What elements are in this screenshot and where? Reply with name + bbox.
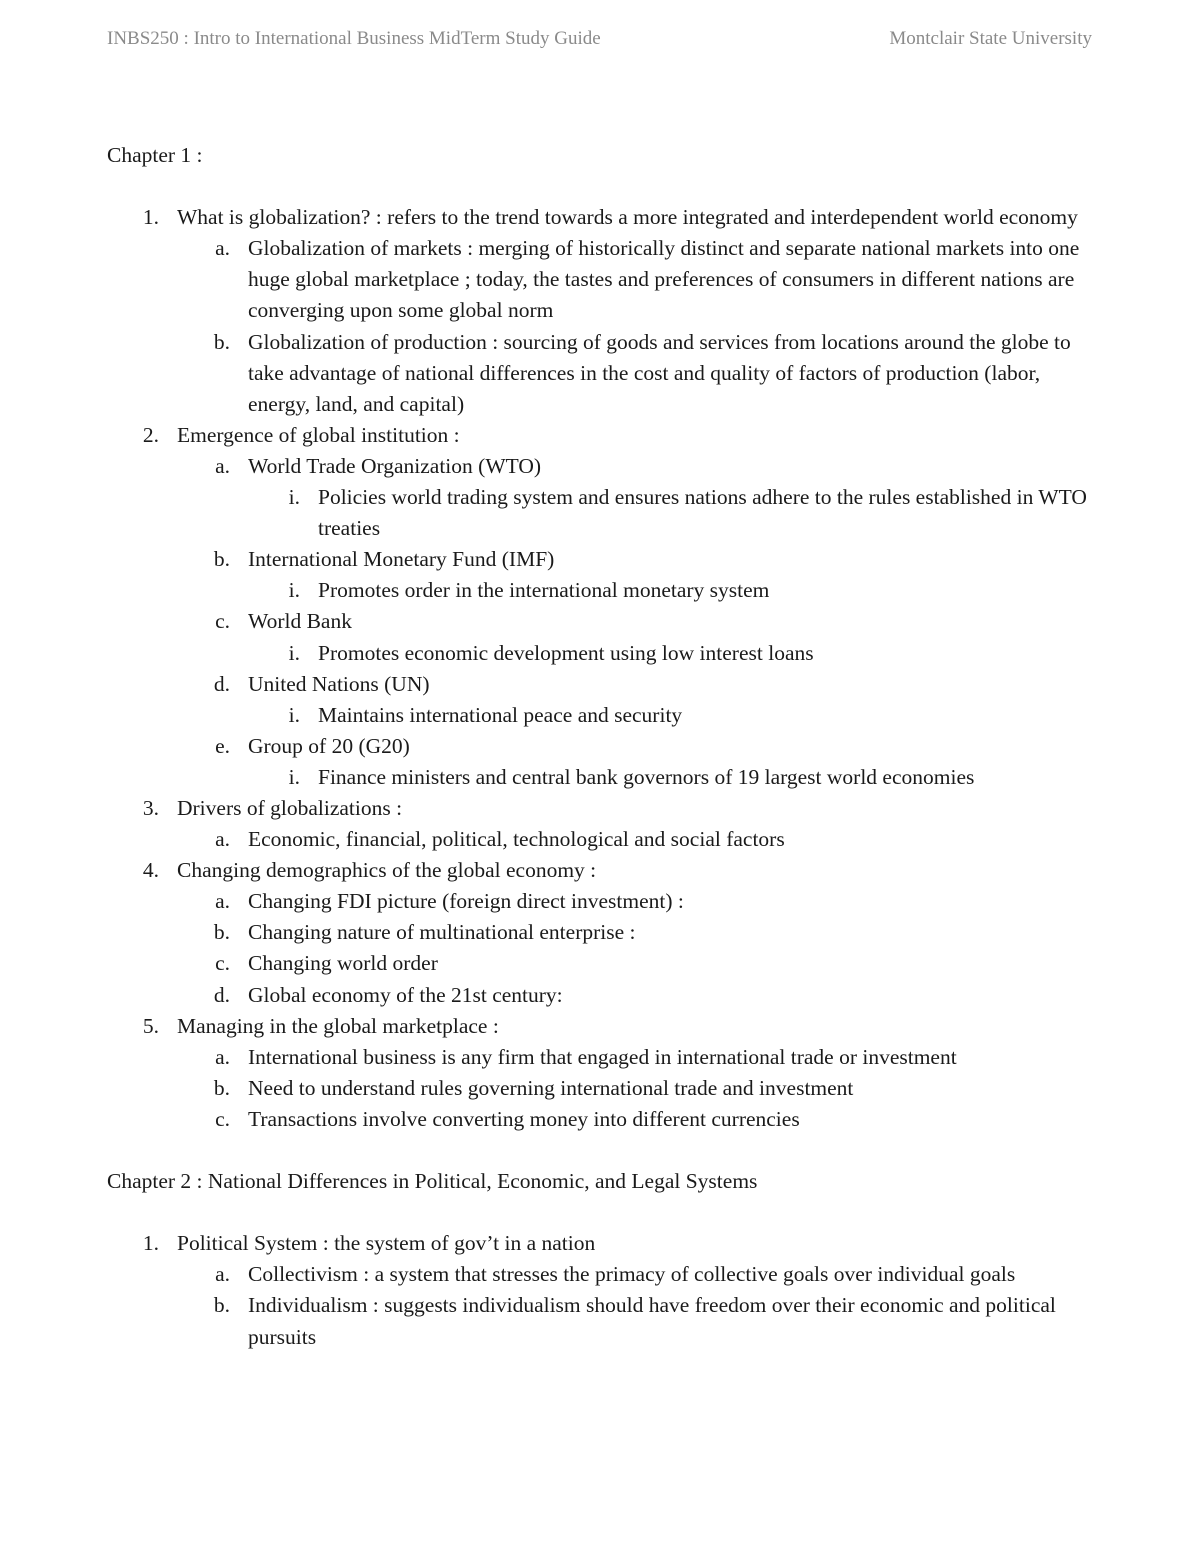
sub-sub-list-item [107,762,1107,793]
document-body [107,140,1107,1353]
list-item-text: Transactions involve converting money into different currencies [248,1106,800,1131]
list-marker: i. [288,702,300,727]
list-item [107,855,1107,886]
sub-sub-list-item [107,482,1107,544]
list-marker: a. [215,1262,230,1287]
list-marker: i. [288,764,300,789]
sub-list-item [107,233,1107,326]
list-marker: b. [213,920,230,945]
list-marker: c. [215,951,230,976]
list-item-text: Emergence of global institution : [177,422,460,447]
list-item-text: Globalization of markets : merging of historically distinct and separate national markets into one huge global marketplace ; today, the tastes and preferences of consumers in different nations are converging upon some global norm [248,236,1080,323]
list-item [107,202,1107,233]
list-marker: 5. [142,1013,159,1038]
list-item [107,1228,1107,1259]
list-marker: i. [288,640,300,665]
list-item-text: Promotes order in the international monetary system [318,578,770,603]
sub-list-item [107,669,1107,700]
sub-list-item [107,980,1107,1011]
sub-list-item [107,327,1107,420]
list-item-text: World Trade Organization (WTO) [248,453,542,478]
list-marker: 2. [142,422,159,447]
sub-list-item [107,824,1107,855]
list-item-text: Political System : the system of gov’t in a nation [177,1231,596,1256]
sub-list-item [107,544,1107,575]
list-item-text: Policies world trading system and ensures nations adhere to the rules established in WTO treaties [318,485,1087,541]
list-item-text: Individualism : suggests individualism should have freedom over their economic and political pursuits [248,1293,1056,1349]
list-item [107,420,1107,451]
list-marker: a. [215,236,230,261]
list-item [107,793,1107,824]
list-item-text: Collectivism : a system that stresses the primacy of collective goals over individual goals [248,1262,1016,1287]
header-course-title: INBS250 : Intro to International Business MidTerm Study Guide [107,28,601,49]
list-marker: e. [215,733,230,758]
list-marker: d. [213,982,230,1007]
list-marker: b. [213,1075,230,1100]
list-marker: 4. [142,858,159,883]
list-item-text: Changing world order [248,951,438,976]
sub-sub-list-item [107,638,1107,669]
list-item-text: Globalization of production : sourcing of goods and services from locations around the globe to take advantage of national differences in the cost and quality of factors of production (labor, energy, land, and capital) [248,329,1071,416]
sub-list-item [107,1042,1107,1073]
list-marker: c. [215,1106,230,1131]
list-marker: 1. [142,205,159,230]
list-marker: a. [215,889,230,914]
chapter-heading: Chapter 1 : [107,143,203,167]
sub-list-item [107,1104,1107,1135]
list-marker: b. [213,1293,230,1318]
list-item-text: Promotes economic development using low interest loans [318,640,814,665]
list-item-text: Changing FDI picture (foreign direct investment) : [248,889,684,914]
list-item-text: Need to understand rules governing international trade and investment [248,1075,854,1100]
sub-list-item [107,1290,1107,1352]
list-item-text: Finance ministers and central bank governors of 19 largest world economies [318,764,975,789]
sub-list-item [107,606,1107,637]
list-item-text: Global economy of the 21st century: [248,982,563,1007]
list-item-text: Group of 20 (G20) [248,733,410,758]
sub-list-item [107,1259,1107,1290]
list-item-text: Changing nature of multinational enterprise : [248,920,636,945]
sub-sub-list-item [107,575,1107,606]
list-item-text: International Monetary Fund (IMF) [248,547,555,572]
list-item-text: Changing demographics of the global economy : [177,858,597,883]
chapter-heading: Chapter 2 : National Differences in Political, Economic, and Legal Systems [107,1169,758,1194]
list-item-text: Economic, financial, political, technological and social factors [248,827,785,852]
list-marker: i. [288,578,300,603]
list-marker: i. [288,485,300,510]
list-marker: 1. [142,1231,159,1256]
list-item-text: Maintains international peace and security [318,702,683,727]
list-marker: 3. [142,795,159,820]
list-marker: b. [213,547,230,572]
list-item-text: Drivers of globalizations : [177,795,403,820]
sub-sub-list-item [107,700,1107,731]
sub-list-item [107,886,1107,917]
list-marker: a. [215,827,230,852]
list-item-text: United Nations (UN) [248,671,430,696]
list-marker: c. [215,609,230,634]
list-item-text: What is globalization? : refers to the trend towards a more integrated and interdependent world economy [177,205,1078,230]
sub-list-item [107,731,1107,762]
list-marker: a. [215,1044,230,1069]
sub-list-item [107,948,1107,979]
sub-list-item [107,1073,1107,1104]
list-item-text: Managing in the global marketplace : [177,1013,499,1038]
header-university: Montclair State University [889,28,1092,49]
list-item-text: International business is any firm that engaged in international trade or investment [248,1044,957,1069]
sub-list-item [107,451,1107,482]
sub-list-item [107,917,1107,948]
list-item-text: World Bank [248,609,352,634]
list-marker: b. [213,329,230,354]
list-marker: a. [215,453,230,478]
list-marker: d. [213,671,230,696]
list-item [107,1011,1107,1042]
